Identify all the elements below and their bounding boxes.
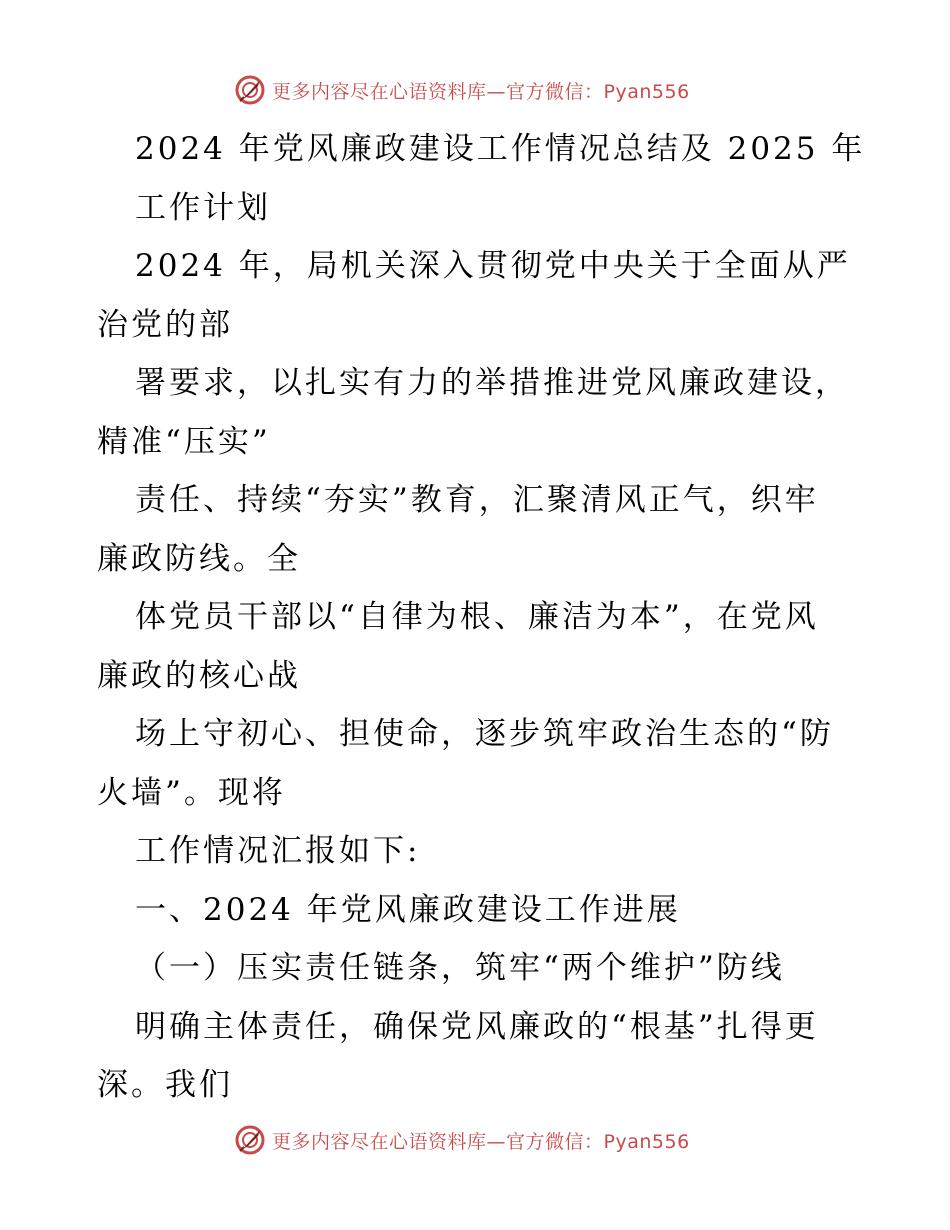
watermark-header: [234, 73, 690, 107]
doc-line: 2024 年党风廉政建设工作情况总结及 2025 年: [135, 131, 866, 167]
doc-line: 治党的部: [97, 306, 233, 343]
doc-line: （一）压实责任链条，筑牢“两个维护”防线: [135, 950, 785, 986]
doc-line: 精准“压实”: [97, 423, 271, 460]
doc-line: 廉政的核心战: [97, 657, 301, 694]
doc-line: 深。我们: [97, 1067, 233, 1103]
doc-line: 署要求，以扎实有力的举措推进党风廉政建设，: [135, 365, 849, 401]
doc-line: 廉政防线。全: [97, 540, 301, 577]
doc-line: 体党员干部以“自律为根、廉洁为本”，在党风: [135, 599, 819, 635]
quill-seal-icon: [234, 74, 266, 106]
doc-line: 场上守初心、担使命，逐步筑牢政治生态的“防: [135, 716, 834, 752]
doc-line: 责任、持续“夯实”教育，汇聚清风正气，织牢: [135, 482, 819, 518]
doc-line: 工作计划: [135, 189, 271, 226]
watermark-text: 更多内容尽在心语资料库—官方微信：Pyan556: [272, 1130, 690, 1153]
doc-line: 火墙”。现将: [97, 774, 286, 811]
doc-line: 一、2024 年党风廉政建设工作进展: [135, 891, 681, 928]
quill-seal-icon: [234, 1124, 266, 1156]
doc-line: 2024 年，局机关深入贯彻党中央关于全面从严: [135, 248, 851, 284]
watermark-footer: [234, 1123, 690, 1157]
watermark-text: 更多内容尽在心语资料库—官方微信：Pyan556: [272, 80, 690, 103]
document-body: [97, 120, 866, 1115]
doc-line: 明确主体责任，确保党风廉政的“根基”扎得更: [135, 1008, 819, 1045]
doc-line: 工作情况汇报如下:: [135, 833, 421, 869]
